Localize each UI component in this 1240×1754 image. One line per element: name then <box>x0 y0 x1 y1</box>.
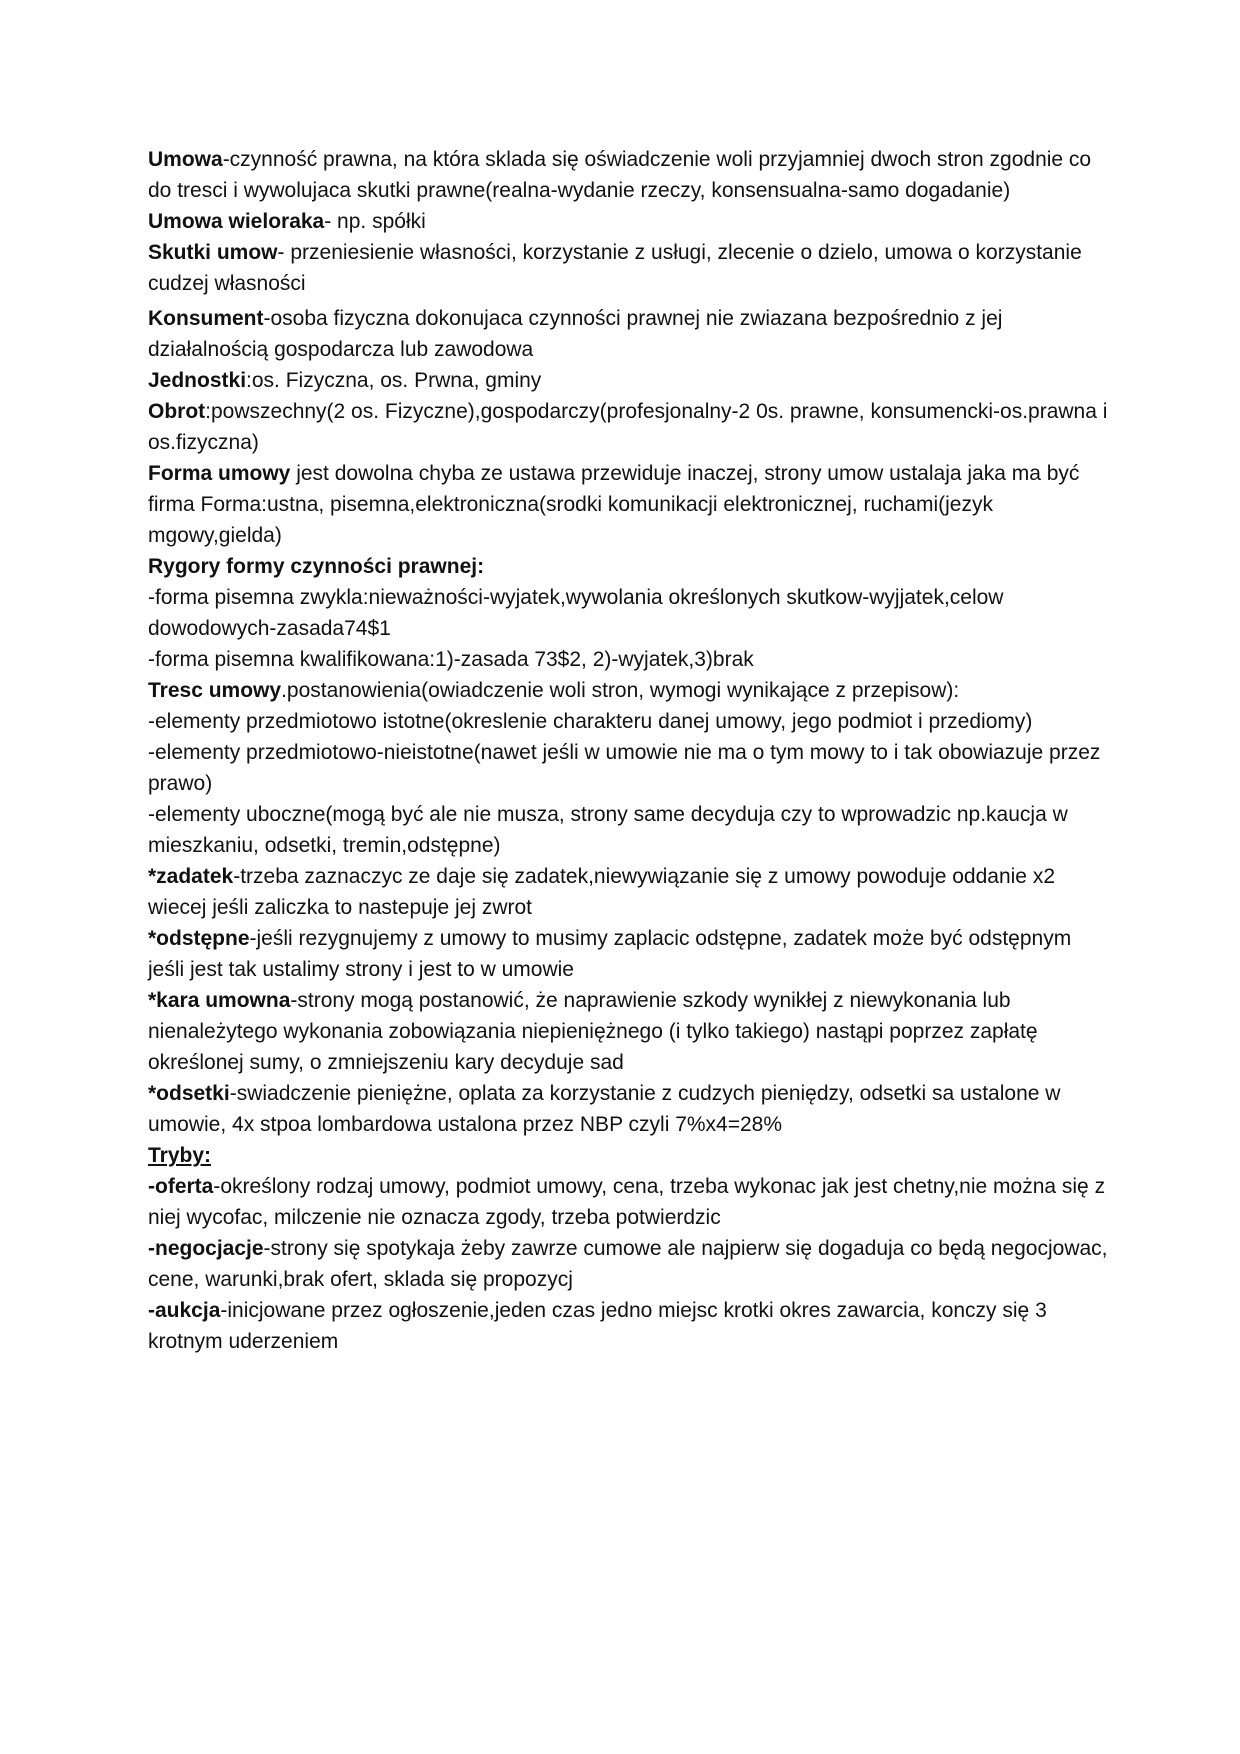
item-elementy-istotne: -elementy przedmiotowo istotne(okreslenie charakteru danej umowy, jego podmiot i przediomy) <box>148 710 1033 733</box>
def-tresc-umowy: .postanowienia(owiadczenie woli stron, wymogi wynikające z przepisow): <box>281 679 960 702</box>
term-tresc-umowy: Tresc umowy <box>148 679 282 702</box>
term-umowa-wieloraka: Umowa wieloraka <box>148 210 325 233</box>
def-skutki-umow: - przeniesienie własności, korzystanie z usługi, zlecenie o dzielo, umowa o korzystanie cudzej własności <box>148 241 1082 295</box>
para-forma-umowy <box>148 458 1108 551</box>
para-negocjacje <box>148 1233 1108 1295</box>
para-odsetki <box>148 1078 1108 1140</box>
term-oferta: -oferta <box>148 1175 214 1198</box>
term-kara-umowna: *kara umowna <box>148 989 291 1012</box>
term-skutki-umow: Skutki umow <box>148 241 278 264</box>
term-umowa: Umowa <box>148 148 223 171</box>
para-oferta <box>148 1171 1108 1233</box>
term-odsetki: *odsetki <box>148 1082 230 1105</box>
para-odstepne <box>148 923 1108 985</box>
term-zadatek: *zadatek <box>148 865 234 888</box>
term-jednostki: Jednostki <box>148 369 247 392</box>
para-zadatek <box>148 861 1108 923</box>
para-forma-pisemna-zwykla <box>148 582 1108 644</box>
document-page <box>148 144 1108 1357</box>
para-elementy-nieistotne <box>148 737 1108 799</box>
def-umowa: -czynność prawna, na która sklada się oświadczenie woli przyjamniej dwoch stron zgodnie co do tresci i wywolujaca skutki prawne(realna-wydanie rzeczy, konsensualna-samo dogadanie) <box>148 148 1092 202</box>
para-elementy-istotne <box>148 706 1108 737</box>
def-odsetki: -swiadczenie pieniężne, oplata za korzystanie z cudzych pieniędzy, odsetki sa ustalone w umowie, 4x stpoa lombardowa ustalona przez NBP czyli 7%x4=28% <box>148 1082 1061 1136</box>
para-konsument <box>148 303 1108 365</box>
term-aukcja: -aukcja <box>148 1299 221 1322</box>
def-konsument: -osoba fizyczna dokonujaca czynności prawnej nie zwiazana bezpośrednio z jej działalnością gospodarcza lub zawodowa <box>148 307 1003 361</box>
heading-tryby: Tryby: <box>148 1144 212 1167</box>
para-tryby-heading <box>148 1140 1108 1171</box>
para-kara-umowna <box>148 985 1108 1078</box>
def-jednostki: :os. Fizyczna, os. Prwna, gminy <box>246 369 542 392</box>
para-rygory-heading <box>148 551 1108 582</box>
def-odstepne: -jeśli rezygnujemy z umowy to musimy zaplacic odstępne, zadatek może być odstępnym jeśli jest tak ustalimy strony i jest to w umowie <box>148 927 1072 981</box>
item-elementy-uboczne: -elementy uboczne(mogą być ale nie musza, strony same decyduja czy to wprowadzic np.kaucja w mieszkaniu, odsetki, tremin,odstępne) <box>148 803 1068 857</box>
term-forma-umowy: Forma umowy <box>148 462 291 485</box>
term-obrot: Obrot <box>148 400 206 423</box>
para-obrot <box>148 396 1108 458</box>
term-konsument: Konsument <box>148 307 264 330</box>
para-jednostki <box>148 365 1108 396</box>
def-umowa-wieloraka: - np. spółki <box>324 210 426 233</box>
def-forma-umowy: jest dowolna chyba ze ustawa przewiduje inaczej, strony umow ustalaja jaka ma być firma Forma:ustna, pisemna,elektroniczna(srodki komunikacji elektronicznej, ruchami(jezyk mgowy,gielda) <box>148 462 1080 547</box>
para-tresc-umowy <box>148 675 1108 706</box>
term-negocjacje: -negocjacje <box>148 1237 264 1260</box>
para-skutki-umow <box>148 237 1108 299</box>
def-oferta: -określony rodzaj umowy, podmiot umowy, cena, trzeba wykonac jak jest chetny,nie można się z niej wycofac, milczenie nie oznacza zgody, trzeba potwierdzic <box>148 1175 1106 1229</box>
term-odstepne: *odstępne <box>148 927 250 950</box>
item-forma-pisemna-kwalifikowana: -forma pisemna kwalifikowana:1)-zasada 73$2, 2)-wyjatek,3)brak <box>148 648 754 671</box>
def-obrot: :powszechny(2 os. Fizyczne),gospodarczy(profesjonalny-2 0s. prawne, konsumencki-os.prawna i os.fizyczna) <box>148 400 1108 454</box>
para-aukcja <box>148 1295 1108 1357</box>
para-forma-pisemna-kwalifikowana <box>148 644 1108 675</box>
para-elementy-uboczne <box>148 799 1108 861</box>
item-forma-pisemna-zwykla: -forma pisemna zwykla:nieważności-wyjatek,wywolania określonych skutkow-wyjjatek,celow dowodowych-zasada74$1 <box>148 586 1004 640</box>
def-zadatek: -trzeba zaznaczyc ze daje się zadatek,niewywiązanie się z umowy powoduje oddanie x2 wiecej jeśli zaliczka to nastepuje jej zwrot <box>148 865 1055 919</box>
def-kara-umowna: -strony mogą postanowić, że naprawienie szkody wynikłej z niewykonania lub nienależytego wykonania zobowiązania niepieniężnego (i tylko takiego) nastąpi poprzez zapłatę określonej sumy, o zmniejszeniu kary decyduje sad <box>148 989 1038 1074</box>
item-elementy-nieistotne: -elementy przedmiotowo-nieistotne(nawet jeśli w umowie nie ma o tym mowy to i tak obowiazuje przez prawo) <box>148 741 1101 795</box>
def-aukcja: -inicjowane przez ogłoszenie,jeden czas jedno miejsc krotki okres zawarcia, konczy się 3 krotnym uderzeniem <box>148 1299 1047 1353</box>
para-umowa <box>148 144 1108 206</box>
para-umowa-wieloraka <box>148 206 1108 237</box>
def-negocjacje: -strony się spotykaja żeby zawrze cumowe ale najpierw się dogaduja co będą negocjowac, cene, warunki,brak ofert, sklada się propozycj <box>148 1237 1108 1291</box>
heading-rygory: Rygory formy czynności prawnej: <box>148 555 485 578</box>
